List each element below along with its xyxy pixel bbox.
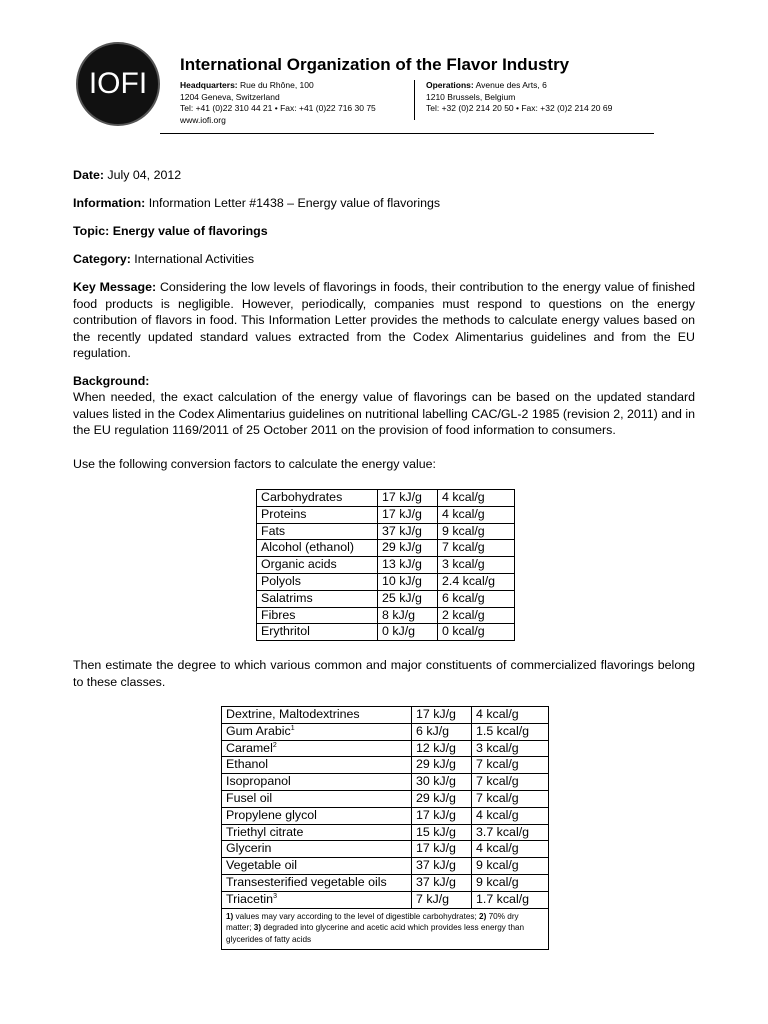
conversion-factors-table bbox=[256, 489, 515, 641]
factor-class-cell: Fats bbox=[257, 523, 378, 540]
constituent-kcal-cell: 9 kcal/g bbox=[472, 874, 549, 891]
table-row bbox=[257, 540, 515, 557]
topic-line bbox=[73, 223, 268, 240]
factor-class-cell: Polyols bbox=[257, 573, 378, 590]
table-row bbox=[257, 490, 515, 507]
constituent-kj-cell: 30 kJ/g bbox=[412, 774, 472, 791]
constituent-name: Triacetin bbox=[226, 891, 274, 906]
constituent-name-cell bbox=[222, 740, 412, 757]
constituent-kcal-cell: 4 kcal/g bbox=[472, 807, 549, 824]
key-message-text: Considering the low levels of flavorings in foods, their contribution to the energy value of finished food products is negligible. However, periodically, companies must respond to questions on the energy contribution of flavors in food. This Information Letter provides the methods to calculate energy values based on the recently updated standard values extracted from the Codex Alimentarius guidelines and from the EU regulation. bbox=[73, 280, 695, 361]
factor-kcal-cell: 2.4 kcal/g bbox=[438, 573, 515, 590]
footnote-reference: 1 bbox=[290, 724, 295, 732]
constituent-kj-cell: 29 kJ/g bbox=[412, 757, 472, 774]
constituent-name-cell bbox=[222, 824, 412, 841]
category-value: International Activities bbox=[130, 252, 255, 266]
constituent-name: Caramel bbox=[226, 740, 273, 755]
constituent-name-cell bbox=[222, 858, 412, 875]
conversion-intro: Use the following conversion factors to calculate the energy value: bbox=[73, 457, 436, 471]
table-row bbox=[257, 607, 515, 624]
table-row bbox=[257, 624, 515, 641]
constituent-name: Vegetable oil bbox=[226, 858, 297, 873]
background-paragraph: When needed, the exact calculation of the energy value of flavorings can be based on the updated standard values listed in the Codex Alimentarius guidelines on nutritional labelling CAC/GL-2 1985 (revision 2, 2011) and in the EU regulation 1169/2011 of 25 October 2011 on the provision of food information to consumers. bbox=[73, 390, 695, 438]
factor-kj-cell: 13 kJ/g bbox=[378, 557, 438, 574]
factor-kj-cell: 10 kJ/g bbox=[378, 573, 438, 590]
date-value: July 04, 2012 bbox=[103, 168, 182, 182]
date-line bbox=[73, 167, 181, 184]
information-value: Information Letter #1438 – Energy value of flavorings bbox=[145, 196, 441, 210]
information-label: Information: bbox=[73, 196, 146, 210]
factor-kj-cell: 0 kJ/g bbox=[378, 624, 438, 641]
footnote-row bbox=[222, 908, 549, 950]
table-row bbox=[222, 757, 549, 774]
constituent-kcal-cell: 7 kcal/g bbox=[472, 774, 549, 791]
factor-kj-cell: 37 kJ/g bbox=[378, 523, 438, 540]
constituent-name: Dextrine, Maltodextrines bbox=[226, 707, 360, 721]
organization-name: International Organization of the Flavor Industry bbox=[180, 55, 570, 74]
constituent-name-cell bbox=[222, 807, 412, 824]
category-line bbox=[73, 251, 254, 268]
constituent-kcal-cell: 3.7 kcal/g bbox=[472, 824, 549, 841]
constituent-kcal-cell: 9 kcal/g bbox=[472, 858, 549, 875]
factor-kcal-cell: 4 kcal/g bbox=[438, 506, 515, 523]
constituent-kcal-cell: 4 kcal/g bbox=[472, 841, 549, 858]
iofi-logo bbox=[76, 42, 160, 126]
key-message-label: Key Message: bbox=[73, 280, 157, 294]
factor-class-cell: Organic acids bbox=[257, 557, 378, 574]
table-row bbox=[222, 740, 549, 757]
constituent-kj-cell: 37 kJ/g bbox=[412, 874, 472, 891]
factor-class-cell: Salatrims bbox=[257, 590, 378, 607]
headquarters-phone: Tel: +41 (0)22 310 44 21 • Fax: +41 (0)22 716 30 75 bbox=[180, 103, 376, 113]
operations-label: Operations: bbox=[426, 80, 474, 90]
constituent-kj-cell: 7 kJ/g bbox=[412, 891, 472, 908]
constituent-name: Ethanol bbox=[226, 757, 269, 772]
table-row bbox=[222, 874, 549, 891]
footnote-3-marker: 3) bbox=[253, 923, 262, 933]
constituent-name-cell bbox=[222, 841, 412, 858]
website-link[interactable]: www.iofi.org bbox=[180, 114, 226, 125]
table-row bbox=[257, 523, 515, 540]
background-heading bbox=[73, 373, 149, 390]
footnote-2-marker: 2) bbox=[479, 911, 487, 921]
factor-kcal-cell: 9 kcal/g bbox=[438, 523, 515, 540]
background-heading-text: Background: bbox=[73, 374, 150, 388]
constituent-kj-cell: 17 kJ/g bbox=[412, 707, 472, 724]
constituent-kj-cell: 12 kJ/g bbox=[412, 740, 472, 757]
date-label: Date: bbox=[73, 168, 104, 182]
constituent-kj-cell: 17 kJ/g bbox=[412, 841, 472, 858]
headquarters-label: Headquarters: bbox=[180, 80, 238, 90]
factor-kcal-cell: 7 kcal/g bbox=[438, 540, 515, 557]
constituent-kcal-cell: 1.5 kcal/g bbox=[472, 723, 549, 740]
constituent-name-cell bbox=[222, 891, 412, 908]
footnote-cell bbox=[222, 908, 549, 950]
constituent-name-cell bbox=[222, 757, 412, 774]
footnote-1-text: values may vary according to the level of digestible carbohydrates; bbox=[233, 911, 480, 921]
factor-kcal-cell: 6 kcal/g bbox=[438, 590, 515, 607]
constituents-table bbox=[221, 706, 549, 950]
table-row bbox=[222, 824, 549, 841]
constituent-kj-cell: 29 kJ/g bbox=[412, 790, 472, 807]
factor-class-cell: Fibres bbox=[257, 607, 378, 624]
factor-class-cell: Carbohydrates bbox=[257, 490, 378, 507]
constituent-name: Propylene glycol bbox=[226, 807, 317, 822]
factor-kj-cell: 29 kJ/g bbox=[378, 540, 438, 557]
constituent-kcal-cell: 4 kcal/g bbox=[472, 707, 549, 724]
factor-class-cell: Alcohol (ethanol) bbox=[257, 540, 378, 557]
table-row bbox=[257, 590, 515, 607]
table-row bbox=[222, 858, 549, 875]
category-label: Category: bbox=[73, 252, 131, 266]
factor-kj-cell: 8 kJ/g bbox=[378, 607, 438, 624]
factor-kcal-cell: 4 kcal/g bbox=[438, 490, 515, 507]
constituent-name-cell bbox=[222, 707, 412, 724]
footnote-1-marker: 1) bbox=[226, 911, 234, 921]
table-row bbox=[222, 841, 549, 858]
table-row bbox=[257, 506, 515, 523]
factor-kj-cell: 17 kJ/g bbox=[378, 490, 438, 507]
constituent-name-cell bbox=[222, 774, 412, 791]
factor-class-cell: Proteins bbox=[257, 506, 378, 523]
operations-city: 1210 Brussels, Belgium bbox=[426, 91, 516, 102]
factor-kj-cell: 25 kJ/g bbox=[378, 590, 438, 607]
table-row bbox=[222, 774, 549, 791]
constituent-name: Fusel oil bbox=[226, 790, 273, 805]
key-message-paragraph bbox=[73, 279, 695, 362]
constituent-kcal-cell: 7 kcal/g bbox=[472, 757, 549, 774]
constituent-name: Triethyl citrate bbox=[226, 824, 304, 839]
constituent-kj-cell: 15 kJ/g bbox=[412, 824, 472, 841]
footnote-3-text: degraded into glycerine and acetic acid which provides less energy than glycerides of fatty acids bbox=[226, 923, 525, 944]
logo-text: IOFI bbox=[88, 67, 148, 100]
factor-kcal-cell: 3 kcal/g bbox=[438, 557, 515, 574]
table-row bbox=[222, 707, 549, 724]
constituent-name: Isopropanol bbox=[226, 774, 291, 789]
table-row bbox=[222, 723, 549, 740]
operations-address: Avenue des Arts, 6 bbox=[473, 80, 547, 90]
footnote-2-text: 70% dry matter; bbox=[226, 911, 519, 933]
constituent-kj-cell: 6 kJ/g bbox=[412, 723, 472, 740]
table-row bbox=[222, 807, 549, 824]
table-row bbox=[222, 891, 549, 908]
operations-phone: Tel: +32 (0)2 214 20 50 • Fax: +32 (0)2 214 20 69 bbox=[426, 103, 613, 113]
headquarters-block bbox=[180, 80, 376, 126]
constituent-kj-cell: 37 kJ/g bbox=[412, 858, 472, 875]
constituent-kj-cell: 17 kJ/g bbox=[412, 807, 472, 824]
constituent-name: Gum Arabic bbox=[226, 723, 291, 738]
factor-class-cell: Erythritol bbox=[257, 624, 378, 641]
constituent-kcal-cell: 7 kcal/g bbox=[472, 790, 549, 807]
constituent-name-cell bbox=[222, 874, 412, 891]
operations-block bbox=[426, 80, 612, 115]
letterhead-divider bbox=[160, 133, 654, 134]
table-row bbox=[222, 790, 549, 807]
factor-kcal-cell: 2 kcal/g bbox=[438, 607, 515, 624]
letterhead-vertical-divider bbox=[414, 80, 415, 120]
topic-value: Energy value of flavorings bbox=[109, 224, 268, 238]
headquarters-city: 1204 Geneva, Switzerland bbox=[180, 91, 280, 102]
factor-kj-cell: 17 kJ/g bbox=[378, 506, 438, 523]
constituent-name-cell bbox=[222, 790, 412, 807]
constituent-name: Transesterified vegetable oils bbox=[226, 874, 387, 889]
constituent-name-cell bbox=[222, 723, 412, 740]
estimate-paragraph: Then estimate the degree to which various common and major constituents of commercialized flavorings belong to these classes. bbox=[73, 658, 695, 689]
headquarters-address: Rue du Rhône, 100 bbox=[237, 80, 314, 90]
constituent-kcal-cell: 1.7 kcal/g bbox=[472, 891, 549, 908]
constituent-name: Glycerin bbox=[226, 841, 272, 856]
footnote-reference: 3 bbox=[273, 892, 277, 900]
table-row bbox=[257, 557, 515, 574]
factor-kcal-cell: 0 kcal/g bbox=[438, 624, 515, 641]
information-line bbox=[73, 195, 440, 212]
topic-label: Topic: bbox=[73, 224, 110, 238]
table-row bbox=[257, 573, 515, 590]
footnote-reference: 2 bbox=[272, 741, 277, 749]
constituent-kcal-cell: 3 kcal/g bbox=[472, 740, 549, 757]
